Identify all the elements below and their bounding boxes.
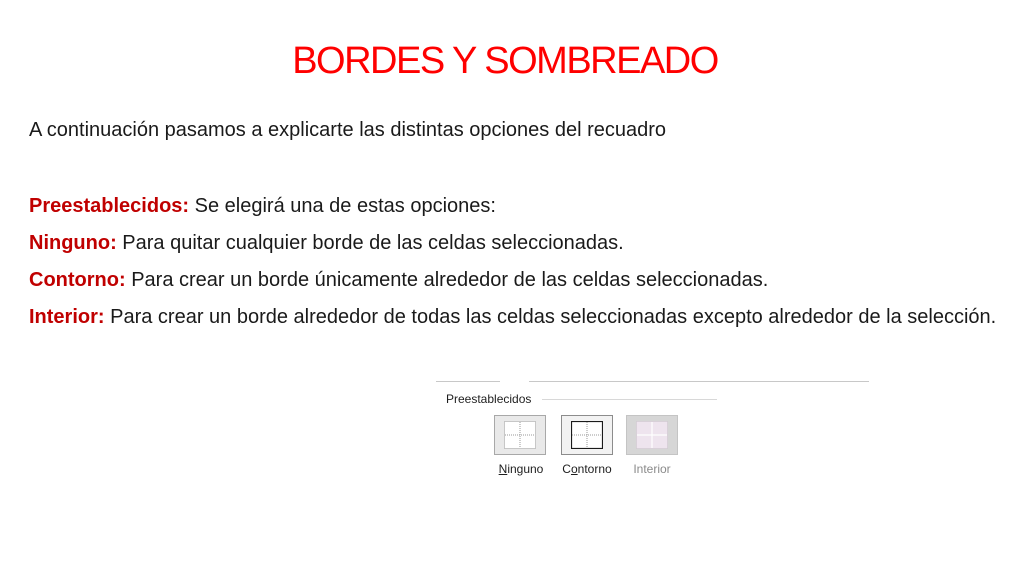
border-none-icon (504, 421, 536, 449)
preset-contorno-label (556, 462, 618, 476)
preset-interior-label: Interior (633, 462, 671, 476)
intro-paragraph: A continuación pasamos a explicarte las distintas opciones del recuadro (29, 119, 667, 141)
item-text: Se elegirá una de estas opciones: (189, 195, 496, 217)
label-rest: ntorno (577, 462, 612, 476)
slide-body (29, 118, 1004, 342)
presets-dialog-crop (434, 378, 874, 482)
border-outline-icon (571, 421, 603, 449)
divider (436, 381, 500, 382)
label-start: C (562, 462, 571, 476)
item-text: Para crear un borde alrededor de todas las celdas seleccionadas excepto alrededor de la selección. (104, 306, 997, 328)
group-divider (542, 399, 717, 400)
mnemonic-letter: o (570, 462, 578, 476)
item-contorno (29, 268, 1004, 292)
item-text: Para quitar cualquier borde de las celdas seleccionadas. (116, 232, 624, 254)
item-preestablecidos (29, 194, 1004, 218)
item-interior (29, 305, 1004, 329)
preset-ninguno-button[interactable] (494, 415, 546, 455)
item-text: Para crear un borde únicamente alrededor de las celdas seleccionadas. (125, 269, 769, 291)
mnemonic-letter: N (498, 462, 508, 476)
item-term: Ninguno: (29, 232, 117, 254)
item-term: Preestablecidos: (29, 195, 190, 217)
preset-interior-button[interactable] (626, 415, 678, 455)
item-term: Interior: (29, 306, 105, 328)
presets-group-label: Preestablecidos (446, 392, 532, 406)
preset-contorno-button[interactable] (561, 415, 613, 455)
divider (529, 381, 869, 382)
label-rest: inguno (507, 462, 544, 476)
slide-title: BORDES Y SOMBREADO (292, 40, 718, 82)
preset-ninguno-label (492, 462, 550, 476)
border-inside-icon (636, 421, 668, 449)
item-ninguno (29, 231, 1004, 255)
item-term: Contorno: (29, 269, 126, 291)
